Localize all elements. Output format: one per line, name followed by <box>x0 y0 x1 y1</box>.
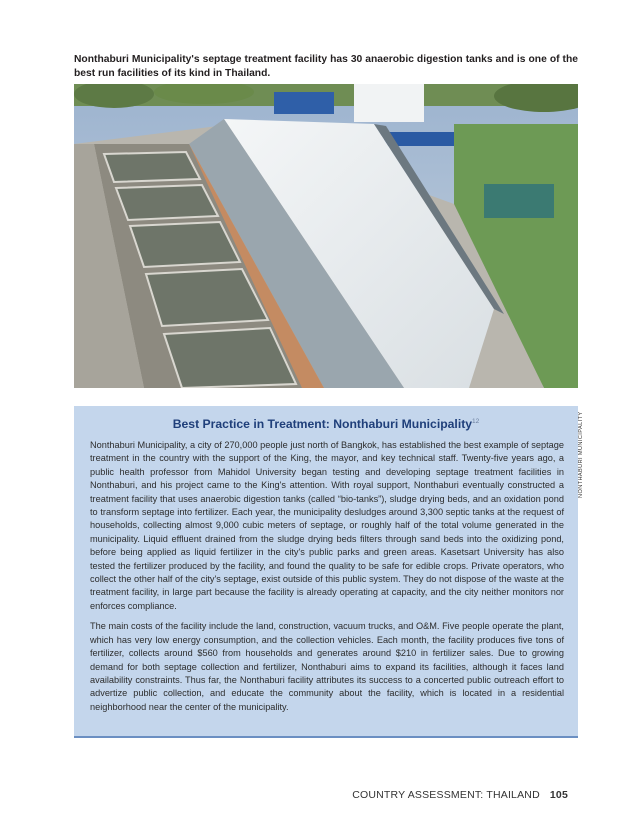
box-title <box>74 417 578 431</box>
page-number: 105 <box>549 789 568 801</box>
box-paragraph-2: The main costs of the facility include the land, construction, vacuum trucks, and O&M. Five people operate the plant, which has very low energy consumption, and the collection vehicles. Each month, the facility produces five tons of fertilizer, collects around $560 from households and generates around $210 in fertilizer sales. Due to growing demand for both septage collection and fertilizer, Nonthaburi aims to expand its facilities, although it faces land availability constraints. Thus far, the Nonthaburi facility attributes its success to a concerted public outreach effort to advertize public collection, and educate the community about the facility, which is located in a residential neighborhood near the center of the municipality. <box>90 621 564 712</box>
footer-section-title: COUNTRY ASSESSMENT: THAILAND <box>352 789 540 801</box>
treatment-facility-photo <box>74 84 578 388</box>
best-practice-box <box>74 406 578 738</box>
box-paragraph-1: Nonthaburi Municipality, a city of 270,000 people just north of Bangkok, has established the best example of septage treatment in the country with the support of the King, the mayor, and key technical staff. Twenty-five years ago, a public health professor from Mahidol University began testing and developing septage treatment facilities in Nonthaburi, and his project came to the King's attention. With royal support, Nonthaburi eventually constructed a treatment facility that uses anaerobic digestion tanks (called “bio-tanks”), sludge drying beds, and an oxidation pond to transform septage into fertilizer. Each year, the municipality desludges around 3,300 septic tanks at the request of households, collecting almost 9,000 cubic meters of septage, or roughly half of the total volume generated in the municipality. Liquid effluent drained from the sludge drying beds filters through sand beds into the oxidizing pond, before being applied as liquid fertilizer in the city's public parks and green areas. Kasetsart University has also tested the fertilizer produced by the facility, and found the quality to be safe for edible crops. Private operators, who collect the other half of the city's septage, exist outside of this public system. They do not dispose of the waste at the treatment facility, in large part because the facility is already operating at capacity, and the city neither monitors nor enforces compliance. <box>90 440 564 611</box>
photo-credit-text: NONTHABURI MUNICIPALITY <box>578 411 584 498</box>
box-title-footnote: 12 <box>472 417 480 425</box>
photo-credit <box>580 388 600 498</box>
page-footer <box>352 789 568 801</box>
box-title-text: Best Practice in Treatment: Nonthaburi Municipality <box>172 417 473 431</box>
photo-caption: Nonthaburi Municipality's septage treatment facility has 30 anaerobic digestion tanks and is one of the best run facilities of its kind in Thailand. <box>74 54 578 79</box>
box-body <box>90 439 564 714</box>
